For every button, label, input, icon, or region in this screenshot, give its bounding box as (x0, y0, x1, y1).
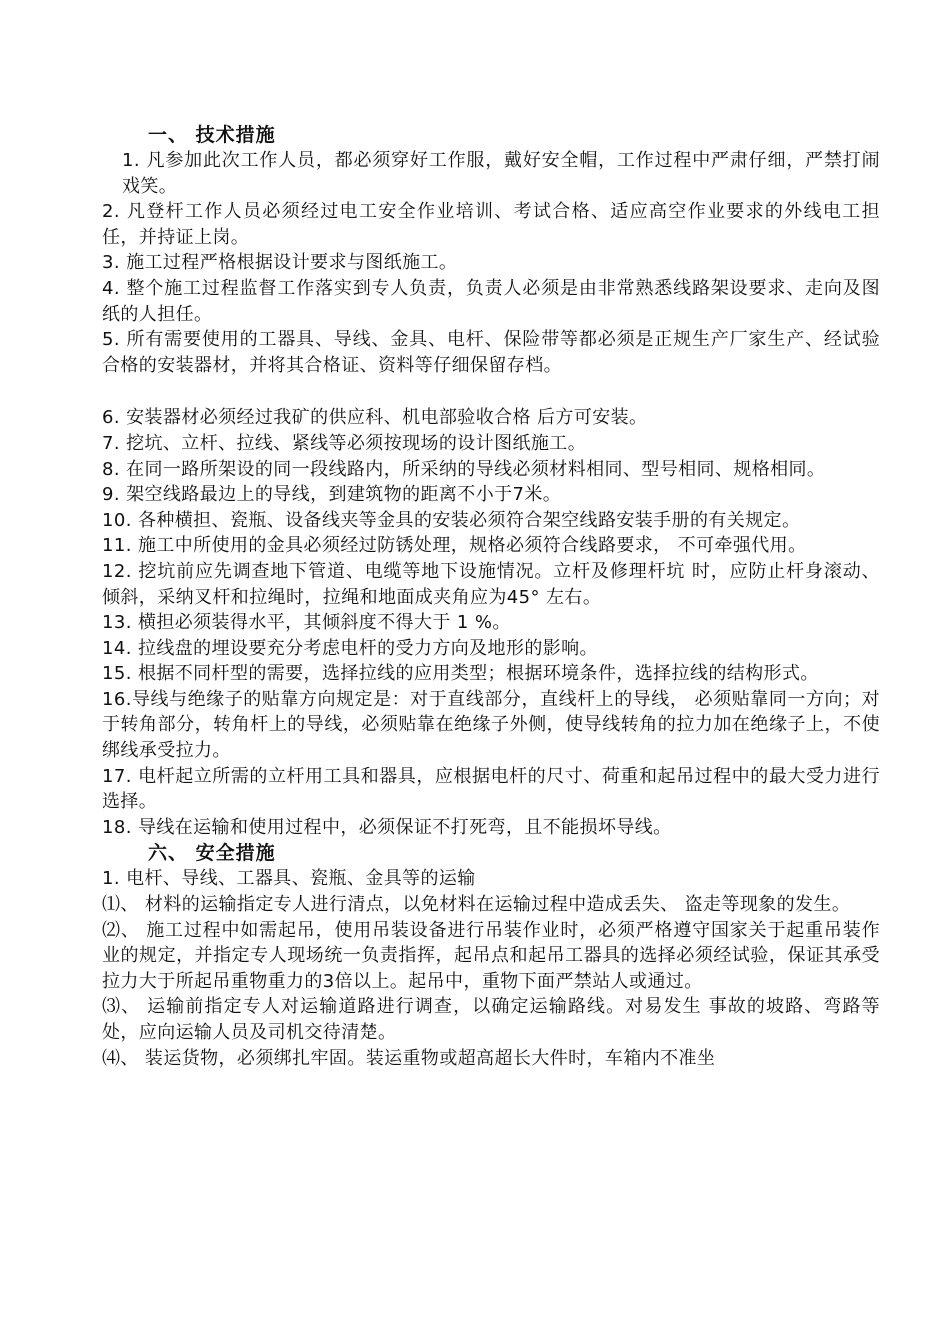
technical-item-7: 7. 挖坑、立杆、拉线、紧线等必须按现场的设计图纸施工。 (102, 432, 587, 454)
technical-item-14: 14. 拉线盘的埋设要充分考虑电杆的受力方向及地形的影响。 (102, 637, 598, 659)
technical-item-6: 6. 安装器材必须经过我矿的供应科、机电部验收合格 后方可安装。 (102, 407, 648, 429)
technical-item-16: 16.导线与绝缘子的贴靠方向规定是：对于直线部分，直线杆上的导线， 必须贴靠同一方向；对于转角部分，转角杆上的导线，必须贴靠在绝缘子外侧，使导线转角的拉力加在绝缘子上，不使绑线承受拉力。 (102, 688, 880, 762)
section-heading-safety: 六、 安全措施 (148, 842, 276, 865)
technical-item-8: 8. 在同一路所架设的同一段线路内，所采纳的导线必须材料相同、型号相同、规格相同。 (102, 458, 826, 480)
technical-item-17: 17. 电杆起立所需的立杆用工具和器具，应根据电杆的尺寸、荷重和起吊过程中的最大受力进行选择。 (102, 765, 880, 813)
technical-item-10: 10. 各种横担、瓷瓶、设备线夹等金具的安装必须符合架空线路安装手册的有关规定。 (102, 509, 801, 531)
safety-item-2: ⑵、 施工过程中如需起吊，使用吊装设备进行吊装作业时，必须严格遵守国家关于起重吊装作业的规定，并指定专人现场统一负责指挥，起吊点和起吊工器具的选择必须经试验，保证其承受拉力大于所起吊重物重力的3倍以上。起吊中，重物下面严禁站人或通过。 (102, 919, 880, 992)
technical-item-18: 18. 导线在运输和使用过程中，必须保证不打死弯，且不能损坏导线。 (102, 816, 672, 838)
technical-item-13: 13. 横担必须装得水平，其倾斜度不得大于 1 %。 (102, 612, 511, 634)
technical-item-15: 15. 根据不同杆型的需要，选择拉线的应用类型；根据环境条件，选择拉线的结构形式。 (102, 663, 819, 685)
safety-item-1: ⑴、 材料的运输指定专人进行清点，以免材料在运输过程中造成丢失、 盗走等现象的发生。 (102, 894, 851, 916)
technical-item-9: 9. 架空线路最边上的导线，到建筑物的距离不小于7米。 (102, 484, 562, 506)
technical-item-11: 11. 施工中所使用的金具必须经过防锈处理，规格必须符合线路要求， 不可牵强代用。 (102, 535, 807, 557)
technical-item-1: 1. 凡参加此次工作人员，都必须穿好工作服，戴好安全帽，工作过程中严肃仔细，严禁打闹戏笑。 (122, 150, 880, 197)
paragraph-gap (102, 378, 880, 405)
safety-item-3: ⑶、 运输前指定专人对运输道路进行调查，以确定运输路线。对易发生 事故的坡路、弯路等处，应向运输人员及司机交待清楚。 (102, 996, 880, 1043)
technical-item-2: 2. 凡登杆工作人员必须经过电工安全作业培训、考试合格、适应高空作业要求的外线电工担任，并持证上岗。 (102, 201, 880, 248)
technical-item-3: 3. 施工过程严格根据设计要求与图纸施工。 (102, 252, 458, 274)
section-heading-technical: 一、 技术措施 (148, 124, 276, 146)
technical-item-5: 5. 所有需要使用的工器具、导线、金具、电杆、保险带等都必须是正规生产厂家生产、经试验合格的安装器材，并将其合格证、资料等仔细保留存档。 (102, 329, 880, 376)
technical-item-12: 12. 挖坑前应先调查地下管道、电缆等地下设施情况。立杆及修理杆坑 时，应防止杆身滚动、倾斜，采纳叉杆和拉绳时，拉绳和地面成夹角应为45° 左右。 (102, 560, 880, 608)
technical-item-4: 4. 整个施工过程监督工作落实到专人负责，负责人必须是由非常熟悉线路架设要求、走向及图纸的人担任。 (102, 277, 880, 325)
safety-item-4: ⑷、 装运货物，必须绑扎牢固。装运重物或超高超长大件时，车箱内不准坐 (102, 1047, 716, 1069)
safety-intro: 1. 电杆、导线、工器具、瓷瓶、金具等的运输 (102, 868, 476, 890)
